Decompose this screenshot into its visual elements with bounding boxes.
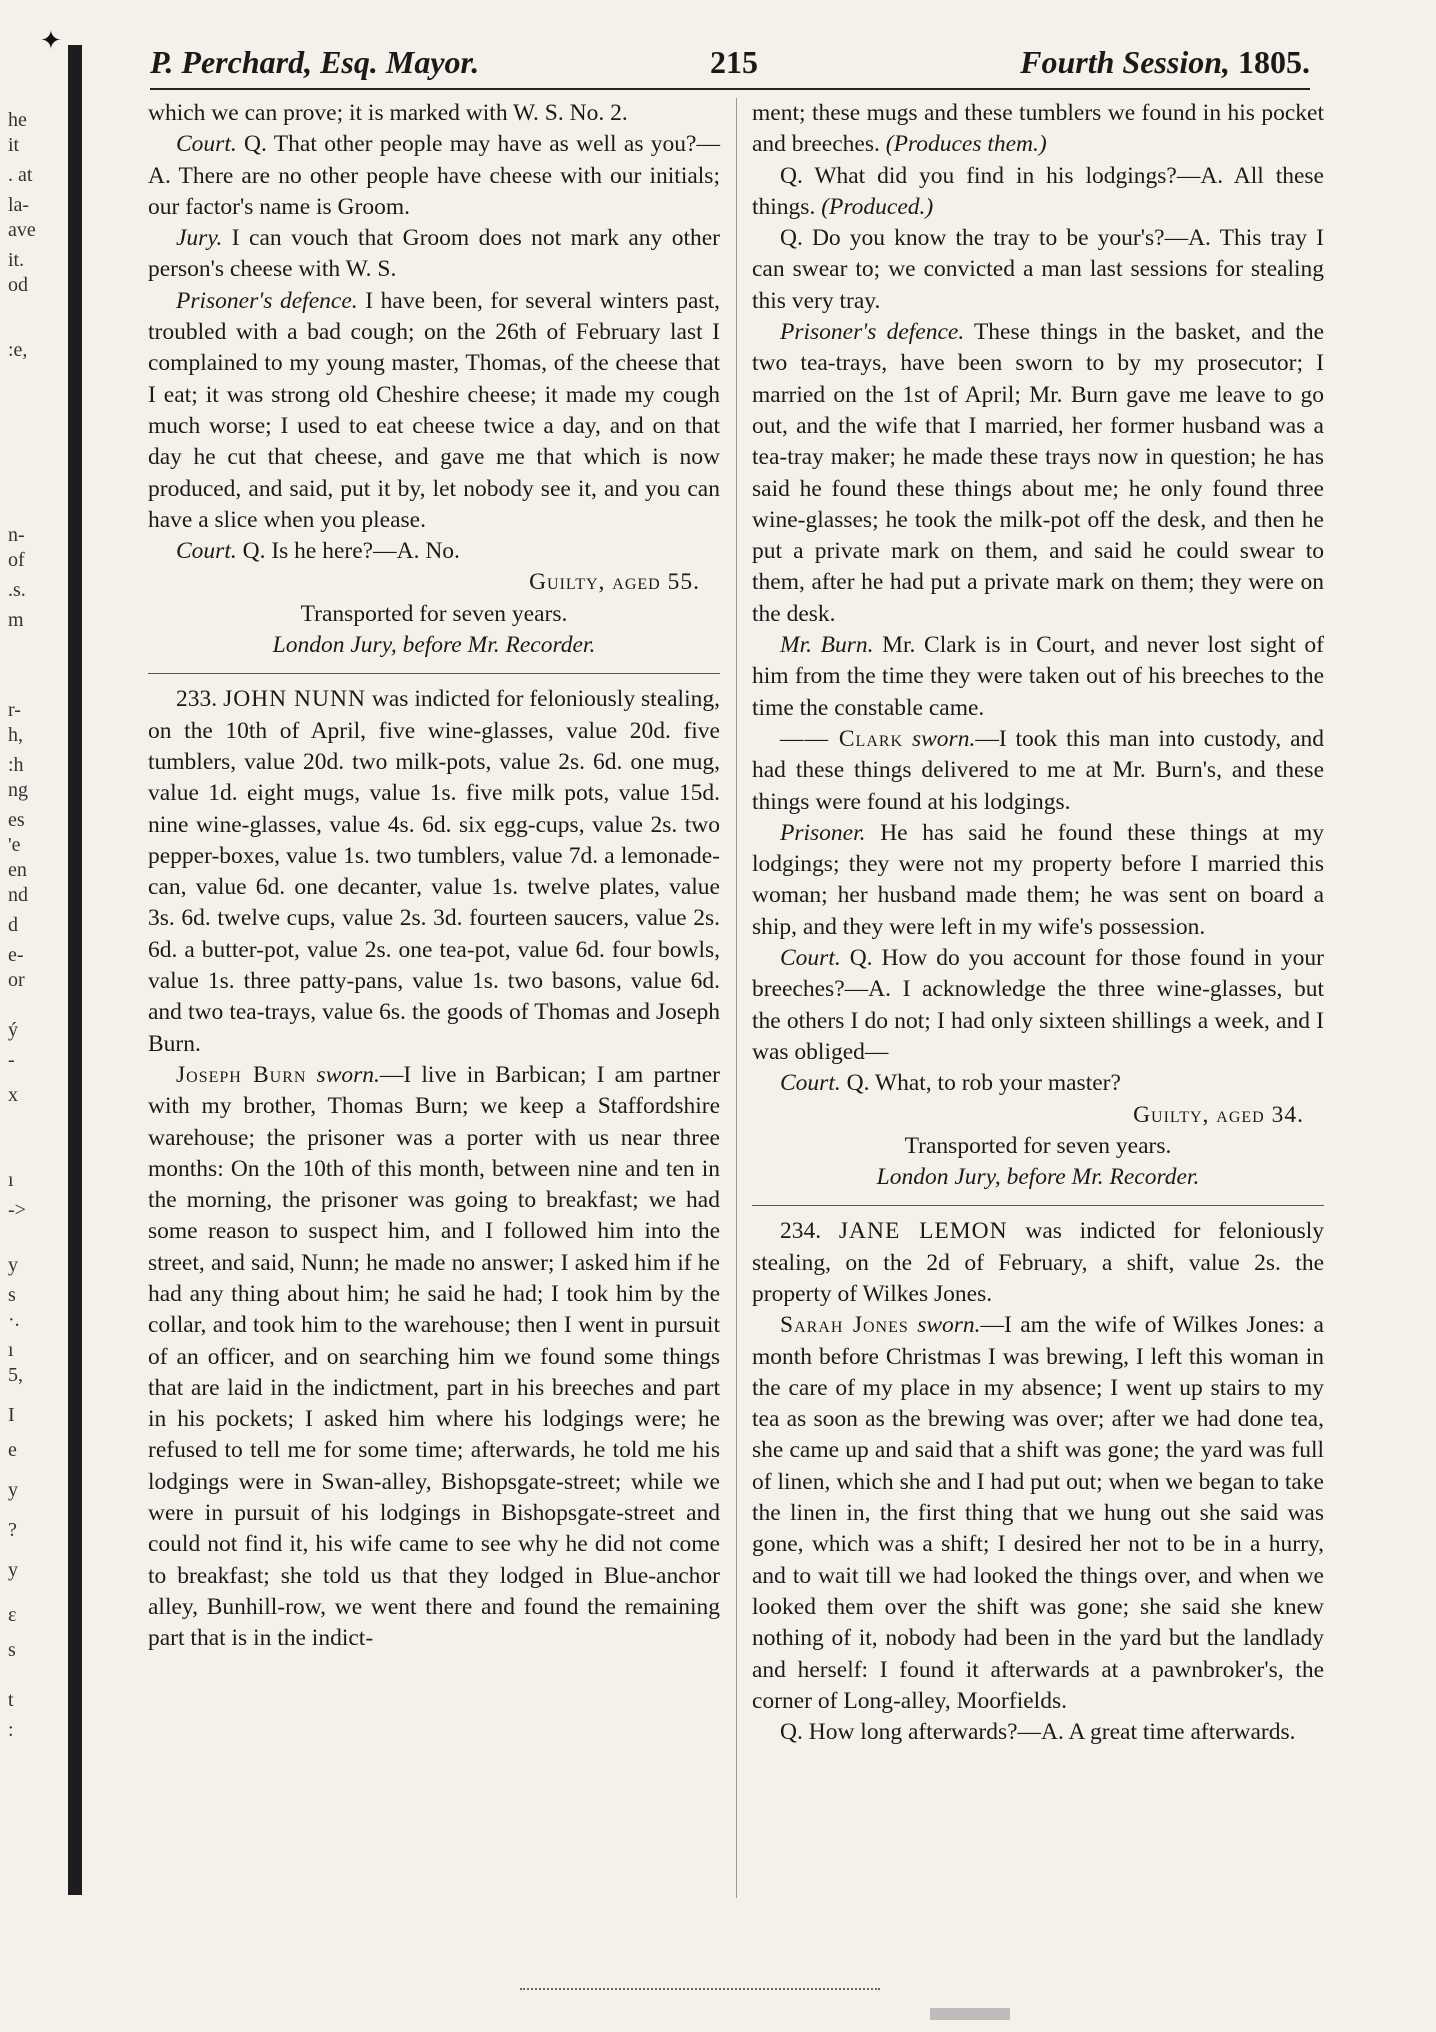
text: which we can prove; it is marked with W. S. No. 2. (148, 100, 628, 126)
sentence (752, 1131, 1324, 1162)
speaker: Prisoner's defence. (780, 319, 965, 346)
text: Q. Do you know the tray to be your's?—A. This tray I can swear to; we convicted a man last sessions for stealing this very tray. (752, 225, 1324, 314)
margin-fragment: 'e (8, 834, 21, 856)
margin-fragment: ý (8, 1019, 18, 1041)
text: These things in the basket, and the two tea-trays, have been sworn to by my prosecutor; I married on the 1st of April; Mr. Burn gave me leave to go out, and the wife that I married, her former husband was a tea-tray maker; he made these trays now in question; he has said he found these things about me; he only found three wine-glasses; he took the milk-pot off the desk, and then he put a private mark on them, and said he could swear to them, after he had put a private mark on them; they were on the desk. (752, 319, 1325, 627)
sentence-text: Transported for seven years. (904, 1132, 1172, 1159)
witness-name: Joseph Burn (176, 1061, 307, 1088)
text: I can vouch that Groom does not mark any other person's cheese with W. S. (148, 225, 720, 283)
paragraph (752, 724, 1324, 818)
text: Q. How do you account for those found in your breeches?—A. I acknowledge the three wine-glasses, but the others I do not; I had only sixteen shillings a week, and I was obliged— (752, 945, 1324, 1065)
witness-name: —— Clark (780, 725, 904, 752)
paragraph (752, 1717, 1324, 1748)
speaker: Jury. (176, 225, 223, 252)
sentence-text: Transported for seven years. (300, 600, 568, 627)
column-divider (736, 98, 737, 1898)
speaker: Court. (176, 538, 237, 565)
section-divider (148, 673, 720, 674)
case-paragraph (148, 684, 720, 1060)
margin-fragment: 5, (8, 1364, 23, 1386)
paragraph (148, 1060, 720, 1655)
header-session-label: Fourth Session, (1020, 44, 1230, 80)
margin-fragment: I (8, 1404, 15, 1426)
margin-fragment: od (8, 274, 28, 296)
header-year: 1805. (1238, 44, 1310, 80)
margin-fragment: ? (8, 1519, 17, 1541)
text: Q. What, to rob your master? (840, 1070, 1121, 1097)
corner-mark-icon: ✦ (40, 26, 62, 56)
margin-fragment: it. (8, 249, 25, 271)
verdict-text: Guilty, aged 55. (529, 569, 700, 596)
speaker: Prisoner. (780, 819, 866, 846)
text: Q. What did you find in his lodgings?—A. All these things. (752, 162, 1324, 220)
paragraph (752, 98, 1324, 161)
speaker: Court. (780, 945, 841, 972)
text: —I live in Barbican; I am partner with my brother, Thomas Burn; we keep a Staffordshire warehouse; the prisoner was a porter with us near three months: On the 10th of this month, between nine and ten in the morning, the prisoner was going to breakfast; we had some reason to suspect him, and I followed him into the street, and said, Nunn; he made no answer; I asked him if he had any thing about him; he said he had; I took him by the collar, and took him to the warehouse; then I went in pursuit of an officer, and on searching him we found some things that are laid in the indictment, part in his breeches and part in his pockets; I asked him where his lodgings were; he refused to tell me for some time; afterwards, he told me his lodgings were in Swan-alley, Bishopsgate-street; while we were in pursuit of his lodgings in Bishopsgate-street and could not find it, his wife came to see why he did not come to breakfast; she told us that they lodged in Blue-anchor alley, Bunhill-row, we went there and found the remaining part that is in the indict- (148, 1061, 720, 1652)
verdict-text: Guilty, aged 34. (1133, 1101, 1304, 1128)
margin-fragment: nd (8, 884, 28, 906)
text: I have been, for several winters past, troubled with a bad cough; on the 26th of February last I complained to my young master, Thomas, of the cheese that I eat; it was strong old Cheshire cheese; it made my cough much worse; I used to eat cheese twice a day, and on that day he cut that cheese, and gave me that which is now produced, and said, put it by, let nobody see it, and you can have a slice when you please. (148, 287, 721, 533)
margin-fragment: ng (8, 779, 28, 801)
margin-fragment: ave (8, 219, 36, 241)
stage-note: (Produces them.) (879, 131, 1047, 158)
verdict (148, 567, 720, 598)
jury-text: London Jury, before Mr. Recorder. (272, 632, 596, 659)
sworn-label: sworn. (306, 1061, 380, 1088)
margin-fragment: r- (8, 699, 21, 721)
header-mayor: P. Perchard, Esq. Mayor. (150, 44, 480, 80)
margin-fragment: la- (8, 194, 30, 216)
text: —I am the wife of Wilkes Jones: a month before Christmas I was brewing, I left this woman in the care of my place in my absence; I went up stairs to my tea as soon as the brewing was over; after we had done tea, she came up and said that a shift was gone; the yard was full of linen, which she and I had put out; when we began to take the linen in, the first thing that we hung out she said was gone, which was a shift; I desired her not to be in a hurry, and to wait till we had looked the things over, and when we looked them over the shift was gone; she said she knew nothing of it, nobody had been in the yard but the landlady and herself: I found it afterwards at a pawnbroker's, the corner of Long-alley, Moorfields. (752, 1312, 1324, 1714)
header-session (1020, 44, 1310, 81)
text: ment; these mugs and these tumblers we found in his pocket and breeches. (752, 100, 1324, 158)
header-rule (150, 88, 1310, 90)
paragraph (752, 317, 1324, 630)
margin-fragment: :e, (8, 339, 28, 361)
paragraph (148, 98, 720, 129)
margin-fragment: ı (8, 1339, 14, 1361)
margin-fragment: ı (8, 1169, 14, 1191)
text: Q. That other people may have as well as you?—A. There are no other people have cheese with our initials; our factor's name is Groom. (148, 131, 720, 220)
right-column (752, 98, 1324, 1748)
library-stamp (930, 2008, 1010, 2020)
margin-fragment: y (8, 1479, 18, 1501)
margin-fragment: e (8, 1439, 17, 1461)
section-divider (752, 1205, 1324, 1206)
text: —I took this man into custody, and had these things delivered to me at Mr. Burn's, and these things were found at his lodgings. (752, 725, 1325, 815)
binding-gutter (68, 45, 82, 1895)
text: was indicted for feloniously stealing, on the 10th of April, five wine-glasses, value 20d. five tumblers, value 20d. two milk-pots, value 2s. 6d. one mug, value 1d. eight mugs, value 1s. five milk pots, value 15d. nine wine-glasses, value 4s. 6d. six egg-cups, value 2s. two pepper-boxes, value 1s. two tumblers, value 7d. a lemonade-can, value 6d. one decanter, value 1s. twelve plates, value 3s. 6d. twelve cups, value 2s. 3d. fourteen saucers, value 2s. 6d. a butter-pot, value 2s. one tea-pot, value 6d. four bowls, value 1s. three patty-pans, value 1s. two basons, value 6d. and two tea-trays, value 6s. the goods of Thomas and Joseph Burn. (148, 686, 720, 1057)
text: Q. How long afterwards?—A. A great time afterwards. (780, 1719, 1296, 1746)
margin-fragment: m (8, 609, 24, 631)
margin-fragment: : (8, 1719, 14, 1741)
sworn-label: sworn. (903, 725, 976, 752)
margin-fragment: h, (8, 724, 23, 746)
jury-line (148, 630, 720, 661)
defendant-name: JOHN NUNN (223, 686, 366, 713)
margin-fragment: . at (8, 164, 33, 186)
margin-fragment: d (8, 914, 18, 936)
margin-fragment: es (8, 809, 25, 831)
sentence (148, 599, 720, 630)
paragraph (752, 943, 1324, 1068)
bottom-dotted-rule (520, 1988, 880, 1992)
margin-fragment: - (8, 1049, 15, 1071)
margin-fragment: y (8, 1254, 18, 1276)
defendant-name: JANE LEMON (838, 1218, 1008, 1245)
speaker: Mr. Burn. (780, 632, 874, 659)
margin-fragment: :h (8, 754, 24, 776)
margin-fragment: or (8, 969, 25, 991)
paragraph (148, 286, 720, 536)
margin-fragment: it (8, 134, 20, 156)
running-head (150, 40, 1310, 90)
left-column (148, 98, 720, 1655)
text: was indicted for feloniously stealing, on the 2d of February, a shift, value 2s. the property of Wilkes Jones. (752, 1218, 1324, 1307)
paragraph (752, 161, 1324, 224)
case-number: 234. (780, 1218, 822, 1245)
text: Mr. Clark is in Court, and never lost sight of him from the time they were taken out of his breeches to the time the constable came. (752, 632, 1324, 721)
margin-fragment: .s. (8, 579, 26, 601)
page-number: 215 (710, 44, 758, 80)
margin-fragment: s (8, 1284, 16, 1306)
speaker: Court. (780, 1070, 841, 1097)
paragraph (752, 818, 1324, 943)
left-margin-bleedthrough (0, 0, 60, 2032)
case-paragraph (752, 1216, 1324, 1310)
speaker: Court. (176, 131, 237, 158)
margin-fragment: en (8, 859, 27, 881)
jury-text: London Jury, before Mr. Recorder. (876, 1164, 1200, 1191)
paragraph (148, 129, 720, 223)
paragraph (148, 536, 720, 567)
jury-line (752, 1162, 1324, 1193)
stage-note: (Produced.) (815, 193, 934, 220)
text: He has said he found these things at my lodgings; they were not my property before I married this woman; her husband made them; he was sent on board a ship, and they were left in my wife's possession. (752, 819, 1324, 940)
paragraph (148, 223, 720, 286)
margin-fragment: of (8, 549, 25, 571)
margin-fragment: s (8, 1639, 16, 1661)
margin-fragment: t (8, 1689, 14, 1711)
verdict (752, 1100, 1324, 1131)
margin-fragment: e- (8, 944, 24, 966)
paragraph (752, 1068, 1324, 1099)
paragraph (752, 1310, 1324, 1717)
margin-fragment: ·. (8, 1309, 20, 1331)
paragraph (752, 630, 1324, 724)
margin-fragment: x (8, 1084, 18, 1106)
margin-fragment: he (8, 109, 27, 131)
speaker: Prisoner's defence. (176, 287, 358, 314)
margin-fragment: n- (8, 524, 25, 546)
margin-fragment: -> (8, 1199, 26, 1221)
margin-fragment: y (8, 1559, 18, 1581)
witness-name: Sarah Jones (780, 1312, 909, 1339)
paragraph (752, 223, 1324, 317)
case-number: 233. (176, 686, 218, 713)
sworn-label: sworn. (908, 1312, 981, 1339)
text: Q. Is he here?—A. No. (236, 538, 460, 565)
margin-fragment: ɛ (8, 1604, 17, 1626)
